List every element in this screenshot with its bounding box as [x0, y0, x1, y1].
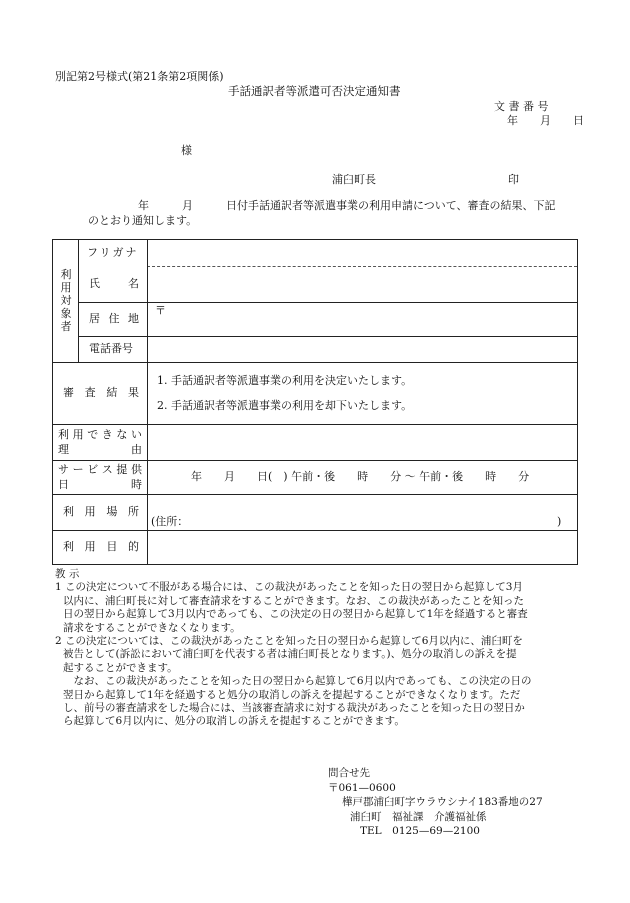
- result-option-reject[interactable]: 2. 手話通訳者等派遣事業の利用を却下いたします。: [157, 399, 413, 412]
- notice-item1-line: 以内に、浦臼町長に対して審査請求をすることができます。なお、この裁決があったことを知った: [63, 594, 525, 607]
- label-char: 審: [63, 386, 74, 400]
- label-char: サ: [58, 463, 69, 477]
- notice-item1-line: 日の翌日から起算して3月以内であっても、この決定の日の翌日から起算して1年を経過すると審査: [63, 608, 528, 621]
- service-date-label-line2: [58, 478, 142, 492]
- issuer-name: 浦臼町長: [332, 173, 376, 186]
- furigana-label: フリガナ: [87, 246, 139, 260]
- place-address-field[interactable]: [193, 510, 553, 528]
- name-field[interactable]: [149, 267, 575, 301]
- label-char: 住: [108, 312, 120, 326]
- contact-block: [328, 766, 543, 839]
- furigana-field[interactable]: [149, 240, 575, 266]
- phone-field[interactable]: [149, 337, 575, 361]
- result-option-approve[interactable]: 1. 手話通訳者等派遣事業の利用を決定いたします。: [157, 374, 413, 387]
- label-char: 由: [131, 443, 142, 457]
- appeal-notice: [55, 568, 585, 729]
- contact-label: 問合せ先: [328, 767, 370, 779]
- notice-item2-line: 2 この決定については、この裁決があったことを知った日の翌日から起算して6月以内に、浦臼町を: [55, 635, 523, 648]
- label-char: 利: [63, 540, 74, 554]
- label-char: 利: [58, 428, 69, 442]
- group-label-char: 利: [60, 267, 72, 281]
- contact-tel: TEL 0125—69—2100: [360, 825, 480, 838]
- notice-item2-line: 起することができます。: [63, 661, 178, 674]
- label-char: 用: [84, 505, 96, 519]
- label-char: 結: [106, 386, 118, 400]
- label-char: ー: [72, 463, 84, 477]
- label-char: 用: [72, 428, 84, 442]
- place-address-open: (住所：: [151, 515, 189, 528]
- label-char: き: [101, 428, 113, 442]
- contact-postal: 〒061—0600: [328, 781, 396, 794]
- label-char: で: [87, 428, 99, 442]
- label-char: 居: [89, 312, 100, 326]
- postal-mark: 〒: [155, 304, 166, 317]
- notice-item2-line: ら起算して6月以内に、処分の取消しの訴えを提起することができます。: [63, 715, 405, 728]
- group-label-char: 用: [60, 280, 72, 294]
- column-divider: [147, 240, 148, 564]
- address-field[interactable]: [169, 303, 575, 335]
- form-number: 別記第2号様式(第21条第2項関係): [55, 70, 224, 83]
- intro-text-line2: のとおり通知します。: [88, 214, 198, 227]
- label-char: 名: [128, 277, 139, 291]
- issue-date-label: 年 月 日: [507, 114, 584, 127]
- usage-purpose-field[interactable]: [149, 531, 575, 563]
- label-char: 場: [106, 505, 118, 519]
- place-address-close: ): [557, 515, 562, 528]
- notice-item2-line: 翌日から起算して1年を経過すると処分の取消しの訴えを提起することができなくなります。ただ: [63, 688, 521, 701]
- label-char: 利: [63, 505, 74, 519]
- label-char: ス: [101, 463, 113, 477]
- usage-purpose-label: [63, 530, 139, 564]
- label-char: 日: [58, 478, 69, 492]
- name-label: [89, 266, 139, 302]
- label-char: な: [116, 428, 128, 442]
- group-label-char: 象: [60, 306, 72, 320]
- label-char: ビ: [87, 463, 99, 477]
- unusable-reason-field[interactable]: [149, 425, 575, 459]
- notice-item1-line: 1 この決定について不服がある場合には、この裁決があったことを知った日の翌日から起算して3月: [55, 581, 523, 594]
- notice-item1-line: 請求をすることができなくなります。: [63, 621, 241, 634]
- contact-address: 樺戸郡浦臼町字ウラウシナイ183番地の27: [342, 796, 543, 809]
- unusable-reason-label-line1: [58, 428, 142, 442]
- group-label-char: 対: [60, 293, 72, 307]
- label-char: 氏: [89, 277, 100, 291]
- label-char: 供: [130, 463, 142, 477]
- label-char: 時: [131, 478, 142, 492]
- notice-item2-line: し、前号の審査請求をした場合には、当該審査請求に対する裁決があったことを知った日の翌日か: [63, 702, 525, 715]
- document-title: 手話通訳者等派遣可否決定通知書: [228, 84, 401, 98]
- service-date-label-line1: [58, 463, 142, 477]
- contact-department: 浦臼町 福祉課 介護福祉係: [350, 810, 487, 823]
- label-char: 地: [128, 312, 139, 326]
- notice-item2-line: 被告として(訴訟において浦臼町を代表する者は浦臼町長となります。)、処分の取消しの訴えを提: [63, 648, 517, 661]
- application-form-table: [52, 239, 578, 565]
- address-label: [89, 302, 139, 336]
- label-char: 査: [84, 386, 96, 400]
- seal-mark: 印: [508, 173, 519, 186]
- review-result-label: [63, 362, 139, 424]
- column-divider: [78, 240, 79, 362]
- addressee-suffix: 様: [181, 144, 192, 157]
- label-char: 提: [116, 463, 128, 477]
- label-char: い: [130, 428, 142, 442]
- phone-label: 電話番号: [89, 342, 133, 356]
- notice-item2-line: なお、この裁決があったことを知った日の翌日から起算して6月以内であっても、この決定の日の: [63, 675, 532, 688]
- target-person-group-label: [59, 240, 73, 360]
- usage-place-label: [63, 494, 139, 530]
- label-char: 的: [127, 540, 139, 554]
- label-char: 果: [127, 386, 139, 400]
- service-datetime-field[interactable]: 年 月 日( ) 午前・後 時 分 ～ 午前・後 時 分: [191, 470, 530, 484]
- document-number-label: 文 書 番 号: [494, 100, 549, 113]
- intro-text-line1: 年 月 日付手話通訳者等派遣事業の利用申請について、審査の結果、下記: [138, 199, 556, 212]
- notice-heading: 教 示: [55, 568, 80, 580]
- unusable-reason-label-line2: [58, 443, 142, 457]
- group-label-char: 者: [60, 319, 72, 333]
- label-char: 目: [106, 540, 118, 554]
- label-char: 所: [127, 505, 139, 519]
- label-char: 用: [84, 540, 96, 554]
- label-char: 理: [58, 443, 69, 457]
